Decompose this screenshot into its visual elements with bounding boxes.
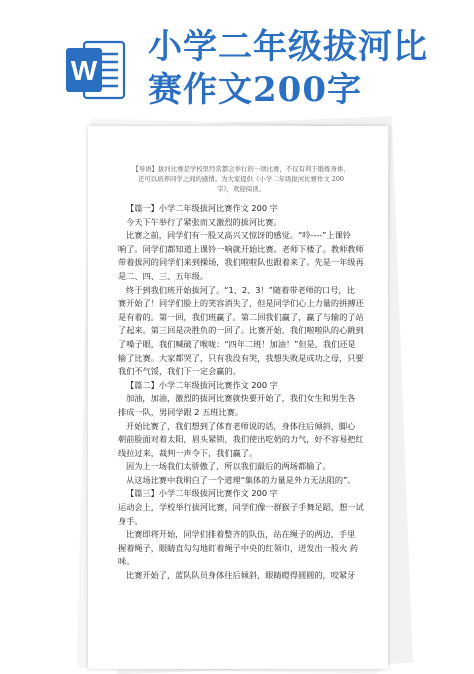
paragraph-line: 响了。同学们都知道上课铃一响就开始比赛。老师下楼了。教师教师 (118, 243, 364, 254)
word-icon-letter: W (70, 55, 98, 86)
paragraph-line: 比赛开始了，蓝队队员身体往后倾斜，眼睛瞪得圆圆的，咬紧牙 (126, 570, 356, 581)
intro-text (114, 164, 368, 194)
paragraph-line: 开始比赛了，我们想到了体育老师说的话，身体往后倾斜，脚心 (126, 420, 356, 431)
paragraph-line: 从这场比赛中我明白了一个道理“集体的力量是外力无法阻的”。 (126, 474, 356, 485)
paragraph-line: 身手。 (118, 515, 143, 526)
article-body (118, 202, 368, 583)
paragraph-line: 了起来。第三回是决胜负的一回了。比赛开始，我们啦啦队的心跳到 (118, 325, 364, 336)
document-page (88, 126, 388, 669)
paragraph-line: 赛开始了！同学们脸上的笑容消失了，但是同学们心上力量的拼搏还 (118, 298, 364, 309)
paragraph-line: 运动会上，学校举行拔河比赛，同学们像一群猴子手舞足蹈，想一试 (118, 502, 364, 513)
paragraph-line: 输了比赛。大家都哭了，只有我没有哭，我想失败是成功之母，只要 (118, 352, 364, 363)
paragraph-line: 终于到我们班开始拔河了。“1、2、3！”随着带老师的口号，比 (126, 284, 355, 295)
section-heading: 【篇三】小学二年级拔河比赛作文 200 字 (126, 488, 278, 499)
document-title (148, 26, 468, 112)
paragraph-line: 是有着的。第一回，我们班赢了。第二回我们赢了，赢了与输的了站 (118, 311, 364, 322)
paragraph-line: 因为上一场我们太骄傲了，所以我们最后的两场都输了。 (126, 461, 331, 472)
section-heading: 【篇一】小学二年级拔河比赛作文 200 字 (126, 203, 278, 213)
title-line-1: 小学二年级拔河比 (148, 27, 428, 67)
paragraph-line: 朝前脸面对着太阳，眉头紧锁，我们使出吃奶的力气，好不容易把红 (118, 434, 364, 445)
word-document-icon (62, 36, 130, 104)
title-line-2: 赛作文200字 (148, 70, 362, 110)
section-heading: 【篇二】小学二年级拔河比赛作文 200 字 (126, 379, 278, 390)
paragraph-line: 比赛即将开始，同学们排着整齐的队伍，站在绳子的两边，手里 (126, 529, 356, 540)
paragraph-line: 带着拔河的同学们来到操场，我们啦啦队也跟着来了。先是一年级再 (118, 257, 364, 268)
intro-line: 还可以培养同学之间的感情。为大家提供《小学二年级拔河比赛作文 200 (138, 175, 344, 183)
paragraph-line: 是二、四、三、五年级。 (118, 270, 209, 281)
intro-line: 字》，欢迎阅读。 (217, 185, 265, 193)
paragraph-line: 了嗓子眼，我们喊破了喉咙：“四年二班！加油！”但是，我们还是 (118, 338, 356, 349)
paragraph-line: 我们不气馁，我们下一定会赢的。 (118, 366, 241, 377)
paragraph-line: 握着绳子，眼睛直勾勾地盯着绳子中央的红领巾，迸发出一股火 药味。 (118, 542, 359, 567)
paragraph-line: 排成一队，男同学跟 2 五班比赛。 (118, 406, 244, 417)
paragraph-line: 线拉过来，裁判一声令下，我们赢了。 (118, 447, 258, 458)
paragraph-line: 加油，加油，激烈的拔河比赛就快要开始了，我们女生和男生各 (126, 393, 356, 404)
paragraph-line: 今天下午举行了紧张而又激烈的拔河比赛。 (126, 216, 282, 227)
paragraph-line: 比赛之前，同学们有一股又高兴又惊讶的感觉。“呤----”上课铃 (126, 230, 351, 241)
intro-line: 【导语】拔河比赛是学校里经常都会举行的一项比赛，不仅有利于锻炼身体， (132, 165, 350, 173)
header (0, 0, 474, 115)
